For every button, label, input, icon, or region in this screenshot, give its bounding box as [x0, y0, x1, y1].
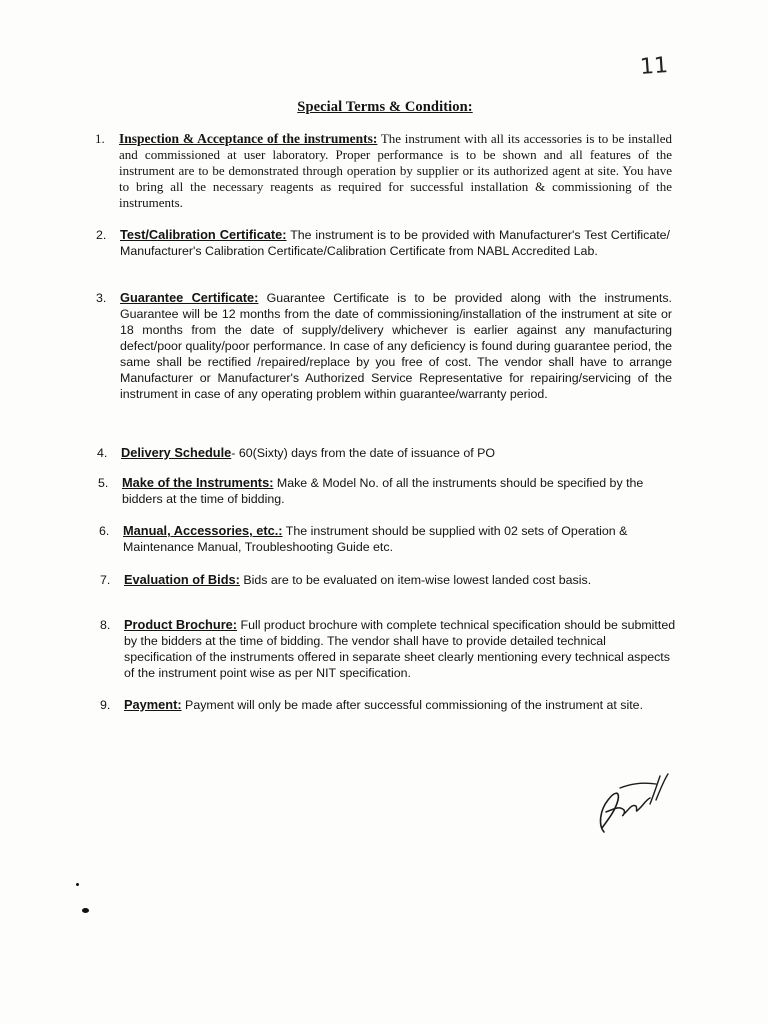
clause-text: Payment will only be made after successful commissioning of the instrument at site.: [181, 698, 644, 712]
clause-number: 1.: [95, 131, 105, 146]
clause-text: Full product brochure with complete technical specification should be submitted by the bidders at the time of bidding. The vendor shall have to provide detailed technical specification of the instruments offered in separate sheet clearly mentioning every technical aspects of the instrument point wise as per NIT specification.: [124, 618, 676, 680]
scan-speck: [82, 908, 89, 913]
clause-manual-accessories: [99, 523, 675, 555]
clause-heading: Manual, Accessories, etc.:: [123, 523, 283, 538]
clause-make-of-instruments: [98, 475, 674, 507]
clause-text: The instrument should be supplied with 02 sets of Operation & Maintenance Manual, Troubleshooting Guide etc.: [123, 524, 628, 554]
clause-test-calibration: [96, 227, 671, 259]
clause-heading: Make of the Instruments:: [122, 475, 274, 490]
clause-text: The instrument is to be provided with Manufacturer's Test Certificate/ Manufacturer's Calibration Certificate/Calibration Certificate from NABL Accredited Lab.: [120, 228, 671, 258]
scan-speck: [76, 883, 79, 886]
document-title: Special Terms & Condition:: [297, 99, 473, 115]
clause-evaluation-of-bids: [100, 572, 676, 588]
clause-guarantee-certificate: [96, 290, 672, 402]
clause-heading: Inspection & Acceptance of the instruments:: [119, 131, 378, 146]
clause-heading: Payment:: [124, 697, 182, 712]
clause-delivery-schedule: [97, 445, 671, 461]
clause-number: 4.: [97, 446, 108, 460]
clause-number: 6.: [99, 524, 110, 538]
handwritten-page-number: 11: [639, 53, 669, 80]
clause-text: - 60(Sixty) days from the date of issuance of PO: [231, 446, 496, 460]
clause-inspection-acceptance: [95, 131, 672, 211]
clause-number: 3.: [96, 291, 107, 305]
clause-heading: Evaluation of Bids:: [124, 572, 240, 587]
clause-heading: Test/Calibration Certificate:: [120, 227, 287, 242]
clause-heading: Product Brochure:: [124, 617, 238, 632]
clause-product-brochure: [100, 617, 676, 681]
clause-heading: Guarantee Certificate:: [120, 290, 259, 305]
clause-number: 5.: [98, 476, 109, 490]
clause-number: 2.: [96, 228, 107, 242]
clause-text: The instrument with all its accessories is to be installed and commissioned at user laboratory. Proper performance is to be shown and all features of the instrument are to be demonstrated through operation by supplier or its authorized agent at site. You have to bring all the necessary reagents as required for successful installation & commissioning of the instruments.: [119, 131, 672, 210]
handwritten-signature: [590, 770, 680, 840]
clause-payment: [100, 697, 679, 713]
clause-number: 7.: [100, 573, 111, 587]
clause-text: Bids are to be evaluated on item-wise lowest landed cost basis.: [239, 573, 592, 587]
clause-text: Make & Model No. of all the instruments should be specified by the bidders at the time of bidding.: [122, 476, 644, 506]
clause-heading: Delivery Schedule: [121, 445, 232, 460]
clause-number: 9.: [100, 698, 111, 712]
clause-text: Guarantee Certificate is to be provided along with the instruments. Guarantee will be 12 months from the date of commissioning/installation of the instrument at site or 18 months from the date of supply/delivery whichever is earlier against any manufacturing defect/poor quality/poor performance. In case of any deficiency is found during guarantee period, the same shall be rectified /repaired/replace by you free of cost. The vendor shall have to arrange Manufacturer or Manufacturer's Authorized Service Representative for repairing/servicing of the instrument in case of any operating problem within guarantee/warranty period.: [120, 291, 672, 401]
clause-number: 8.: [100, 618, 111, 632]
